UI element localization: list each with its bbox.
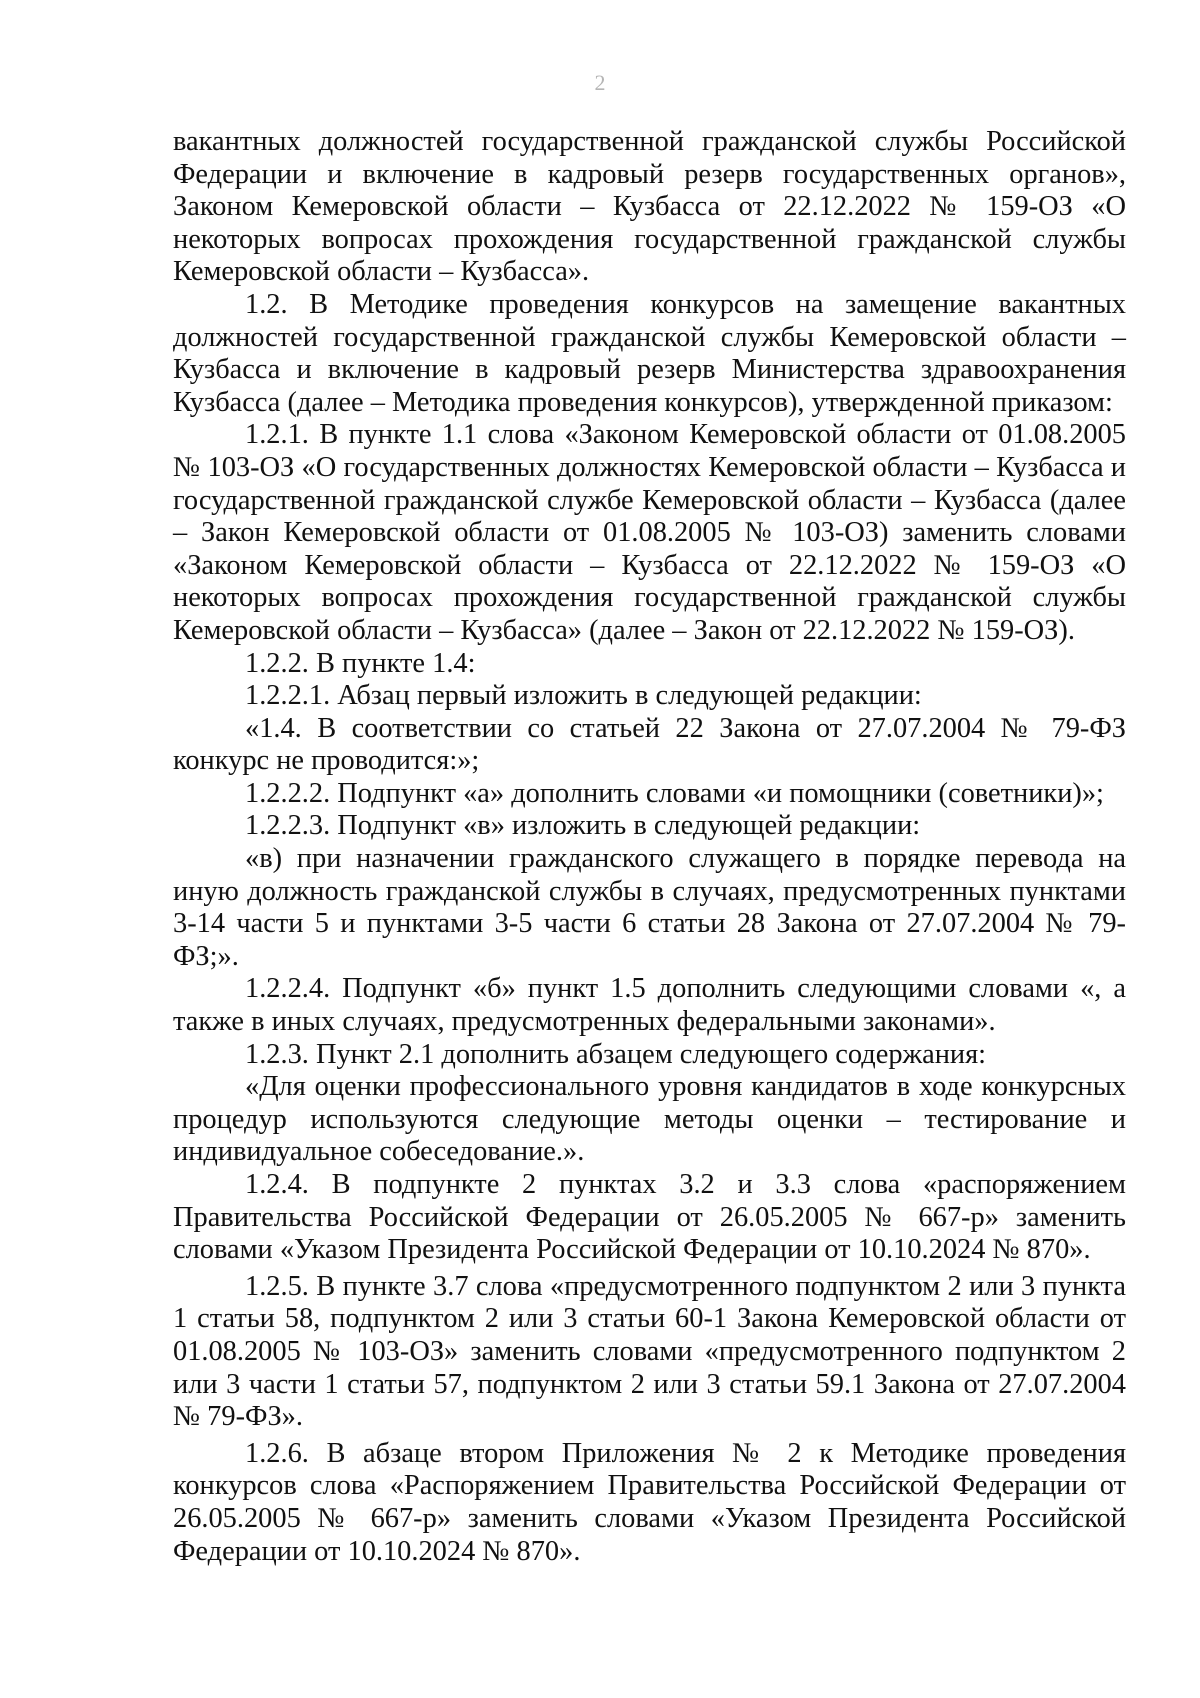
paragraph-quote-1-4: «1.4. В соответствии со статьей 22 Закона от 27.07.2004 № 79-ФЗ конкурс не проводится:»; [173,712,1126,777]
paragraph-1-2-2-3: 1.2.2.3. Подпункт «в» изложить в следующей редакции: [245,810,921,842]
paragraph-1-2-2-4: 1.2.2.4. Подпункт «б» пункт 1.5 дополнить следующими словами «, а также в иных случаях, предусмотренных федеральными законами». [173,973,1126,1038]
paragraph-1-2-2-1: 1.2.2.1. Абзац первый изложить в следующей редакции: [245,680,922,712]
page-number: 2 [594,70,606,95]
document-body [173,126,1126,1568]
paragraph-1-2-4: 1.2.4. В подпункте 2 пунктах 3.2 и 3.3 слова «распоряжением Правительства Российской Федерации от 26.05.2005 № 667-р» заменить словами «Указом Президента Российской Федерации от 10.10.2024 № 870». [173,1169,1126,1266]
paragraph-1-2-1: 1.2.1. В пункте 1.1 слова «Законом Кемеровской области от 01.08.2005 № 103-ОЗ «О государственных должностях Кемеровской области – Кузбасса и государственной гражданской службе Кемеровской области – Кузбасса (далее – Закон Кемеровской области от 01.08.2005 № 103-ОЗ) заменить словами «Законом Кемеровской области – Кузбасса от 22.12.2022 № 159-ОЗ «О некоторых вопросах прохождения государственной гражданской службы Кемеровской области – Кузбасса» (далее – Закон от 22.12.2022 № 159-ОЗ). [173,419,1126,646]
paragraph-1-2: 1.2. В Методике проведения конкурсов на замещение вакантных должностей государственной гражданской службы Кемеровской области – Кузбасса и включение в кадровый резерв Министерства здравоохранения Кузбасса (далее – Методика проведения конкурсов), утвержденной приказом: [173,288,1126,418]
paragraph-1-2-6: 1.2.6. В абзаце втором Приложения № 2 к Методике проведения конкурсов слова «Распоряжением Правительства Российской Федерации от 26.05.2005 № 667-р» заменить словами «Указом Президента Российской Федерации от 10.10.2024 № 870». [173,1437,1126,1567]
paragraph-1-2-2-2: 1.2.2.2. Подпункт «а» дополнить словами «и помощники (советники)»; [245,777,1104,809]
paragraph-1-2-2: 1.2.2. В пункте 1.4: [245,647,476,679]
paragraph-continuation: вакантных должностей государственной гражданской службы Российской Федерации и включение в кадровый резерв государственных органов», Законом Кемеровской области – Кузбасса от 22.12.2022 № 159-ОЗ «О некоторых вопросах прохождения государственной гражданской службы Кемеровской области – Кузбасса». [173,126,1126,288]
paragraph-1-2-3: 1.2.3. Пункт 2.1 дополнить абзацем следующего содержания: [245,1038,987,1070]
paragraph-quote-v: «в) при назначении гражданского служащего в порядке перевода на иную должность гражданской службы в случаях, предусмотренных пунктами 3-14 части 5 и пунктами 3-5 части 6 статьи 28 Закона от 27.07.2004 № 79-ФЗ;». [173,843,1126,972]
paragraph-1-2-5: 1.2.5. В пункте 3.7 слова «предусмотренного подпунктом 2 или 3 пункта 1 статьи 58, подпунктом 2 или 3 статьи 60-1 Закона Кемеровской области от 01.08.2005 № 103-ОЗ» заменить словами «предусмотренного подпунктом 2 или 3 части 1 статьи 57, подпунктом 2 или 3 статьи 59.1 Закона от 27.07.2004 № 79-ФЗ». [173,1270,1126,1433]
paragraph-quote-assessment: «Для оценки профессионального уровня кандидатов в ходе конкурсных процедур используются следующие методы оценки – тестирование и индивидуальное собеседование.». [173,1071,1126,1168]
